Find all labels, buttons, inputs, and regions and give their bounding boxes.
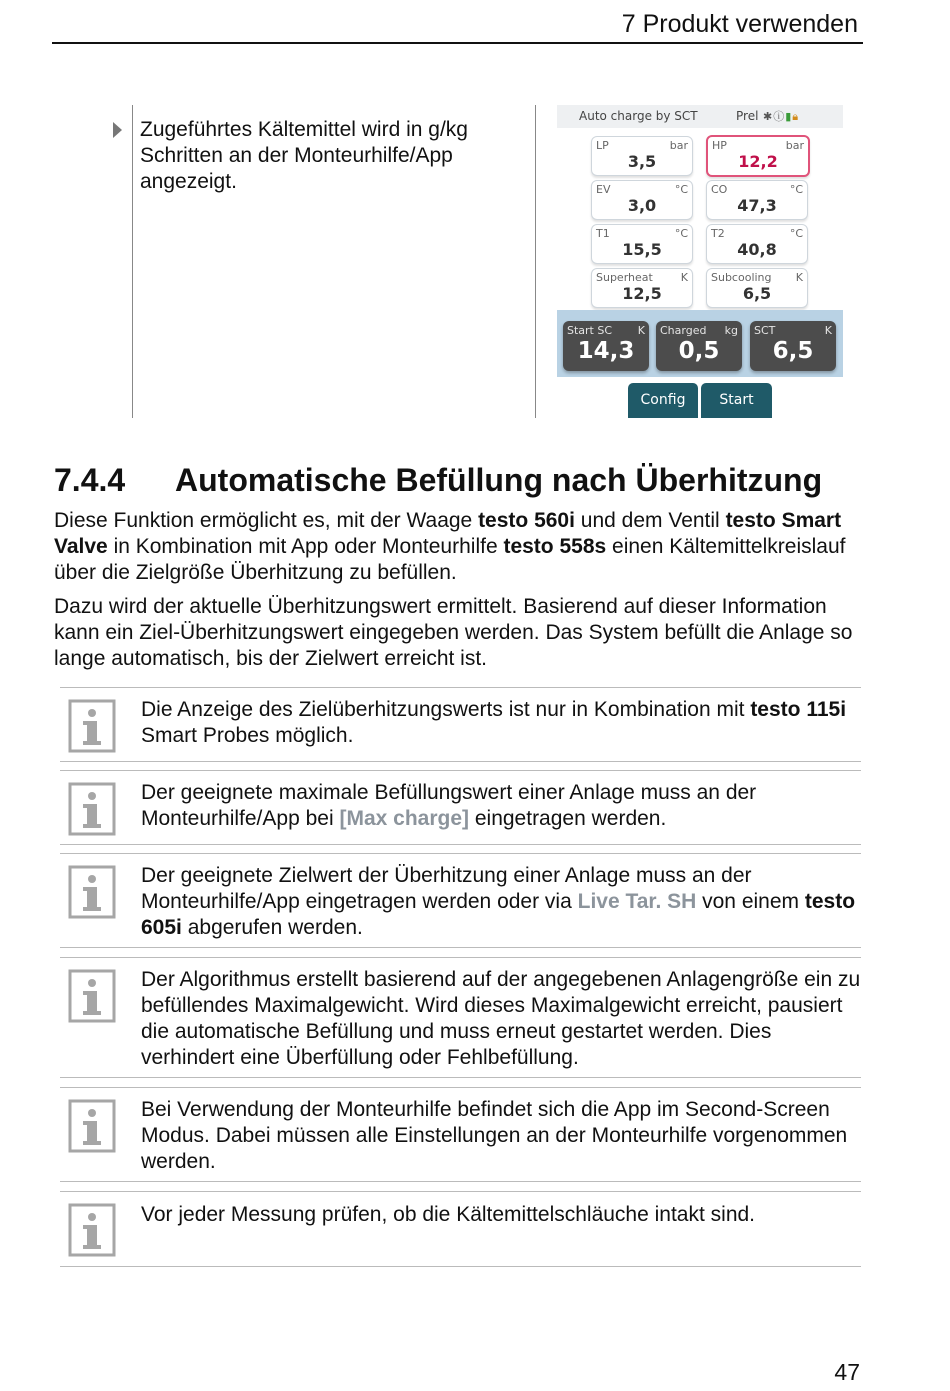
tile-label: SCT	[754, 324, 776, 337]
note-rule	[60, 947, 861, 948]
tile-value: 14,3	[577, 338, 635, 364]
tile-unit: K	[795, 271, 803, 284]
device-title: Auto charge by SCT	[579, 109, 698, 123]
tile-label: Subcooling	[711, 271, 772, 284]
product-name: testo 605i	[141, 890, 856, 939]
text-run: Die Anzeige des Zielüberhitzungswerts ist nur in Kombination mit	[141, 698, 751, 721]
note-text	[141, 697, 861, 749]
note-rule	[60, 1077, 861, 1078]
tile-label: HP	[712, 139, 727, 152]
product-name: testo 560i	[478, 509, 575, 532]
tile-t2	[706, 224, 808, 264]
device-result-band	[557, 310, 843, 377]
lock-icon: 🔒︎	[792, 111, 800, 123]
tile-superheat	[591, 268, 693, 308]
tile-value: 3,5	[627, 152, 657, 171]
section-number: 7.4.4	[54, 462, 126, 498]
ui-reference: Live Tar. SH	[577, 890, 697, 913]
note-rule	[60, 853, 861, 854]
info-icon: ⓘ	[773, 111, 786, 123]
tile-lp	[591, 136, 693, 176]
info-icon	[68, 1099, 116, 1153]
note-text	[141, 780, 861, 832]
tile-label: T1	[596, 227, 610, 240]
image-column-divider	[535, 105, 536, 418]
step-column	[104, 105, 133, 418]
header-rule	[52, 42, 863, 44]
text-run: und dem Ventil	[574, 509, 726, 532]
device-screenshot	[557, 105, 843, 418]
detail-paragraph: Dazu wird der aktuelle Überhitzungswert ermittelt. Basierend auf dieser Information kann ein Ziel-Überhitzungswert eingegeben werden. Das System befüllt die Anlage so lange automatisch, bis der Zielwert erreicht ist.	[54, 595, 853, 670]
tile-ev	[591, 180, 693, 220]
tile-label: CO	[711, 183, 728, 196]
info-note	[60, 853, 861, 948]
tile-value: 6,5	[772, 338, 814, 364]
start-button[interactable]: Start	[701, 383, 772, 418]
info-note	[60, 1191, 861, 1267]
info-icon	[68, 699, 116, 753]
tile-label: Superheat	[596, 271, 653, 284]
info-icon	[68, 865, 116, 919]
info-note	[60, 770, 861, 845]
text-run: eingetragen werden.	[469, 807, 667, 830]
info-icon	[68, 782, 116, 836]
device-status-icons	[763, 108, 799, 124]
step-arrow-icon	[113, 122, 122, 138]
tile-label: Start SC	[567, 324, 613, 337]
note-text	[141, 863, 861, 941]
tile-start-sc	[563, 321, 649, 371]
info-icon	[68, 1203, 116, 1257]
note-rule	[60, 687, 861, 688]
text-run: von einem	[696, 890, 805, 913]
tile-label: EV	[596, 183, 611, 196]
device-status-bar	[557, 105, 843, 128]
bluetooth-icon: ✱	[763, 111, 774, 123]
tile-unit: °C	[674, 227, 688, 240]
text-run: Smart Probes möglich.	[141, 724, 354, 747]
tile-value: 47,3	[737, 196, 777, 215]
note-rule	[60, 1181, 861, 1182]
tile-unit: K	[637, 324, 645, 337]
note-rule	[60, 1087, 861, 1088]
info-note	[60, 1087, 861, 1182]
tile-t1	[591, 224, 693, 264]
text-run: Diese Funktion ermöglicht es, mit der Waage	[54, 509, 479, 532]
product-name: testo 558s	[503, 535, 607, 558]
note-rule	[60, 761, 861, 762]
note-text: Bei Verwendung der Monteurhilfe befindet sich die App im Second-Screen Modus. Dabei müssen alle Einstellungen an der Monteurhilfe vorgenommen werden.	[141, 1098, 848, 1173]
tile-subcooling	[706, 268, 808, 308]
product-name: testo 115i	[750, 698, 847, 721]
tile-unit: bar	[785, 139, 804, 152]
tile-unit: °C	[789, 227, 803, 240]
tile-value: 0,5	[678, 338, 720, 364]
tile-unit: K	[824, 324, 832, 337]
section-title: Automatische Befüllung nach Überhitzung	[175, 462, 823, 498]
tile-value: 40,8	[737, 240, 777, 259]
info-note	[60, 957, 861, 1078]
config-button[interactable]: Config	[628, 383, 698, 418]
note-rule	[60, 957, 861, 958]
text-run: einen Kältemittelkreislauf über die Zielgröße Überhitzung zu befüllen.	[54, 535, 846, 584]
info-note	[60, 687, 861, 762]
tile-value: 12,5	[622, 284, 662, 303]
text-run: abgerufen werden.	[181, 916, 363, 939]
tile-value: 6,5	[742, 284, 772, 303]
tile-value: 12,2	[738, 152, 778, 171]
battery-icon: ▮	[785, 111, 793, 123]
note-rule	[60, 770, 861, 771]
intro-paragraph	[54, 508, 864, 586]
info-icon	[68, 969, 116, 1023]
text-run: in Kombination mit App oder Monteurhilfe	[107, 535, 504, 558]
ui-reference: [Max charge]	[339, 807, 470, 830]
tile-sct	[750, 321, 836, 371]
tile-unit: K	[680, 271, 688, 284]
tile-value: 15,5	[622, 240, 662, 259]
text-run: Der geeignete Zielwert der Überhitzung einer Anlage muss an der Monteurhilfe/App eingetragen werden oder via	[141, 864, 752, 913]
note-text: Vor jeder Messung prüfen, ob die Kältemittelschläuche intakt sind.	[141, 1203, 756, 1226]
tile-unit: °C	[674, 183, 688, 196]
tile-hp	[706, 135, 810, 177]
device-status-label: Prel	[736, 109, 759, 123]
tile-unit: bar	[669, 139, 688, 152]
tile-value: 3,0	[627, 196, 657, 215]
tile-co	[706, 180, 808, 220]
note-rule	[60, 844, 861, 845]
tile-unit: °C	[789, 183, 803, 196]
tile-unit: kg	[724, 324, 738, 337]
page-number: 47	[834, 1359, 860, 1385]
page-header-title: 7 Produkt verwenden	[621, 10, 858, 38]
tile-charged	[656, 321, 742, 371]
note-rule	[60, 1191, 861, 1192]
text-run: Der geeignete maximale Befüllungswert einer Anlage muss an der Monteurhilfe/App bei	[141, 781, 757, 830]
note-rule	[60, 1266, 861, 1267]
step-text: Zugeführtes Kältemittel wird in g/kg Schritten an der Monteurhilfe/App angezeigt.	[140, 118, 468, 193]
tile-label: T2	[711, 227, 725, 240]
product-name: testo Smart Valve	[54, 509, 842, 558]
tile-label: LP	[596, 139, 609, 152]
note-text: Der Algorithmus erstellt basierend auf der angegebenen Anlagengröße ein zu befüllendes Maximalgewicht. Wird dieses Maximalgewicht erreicht, pausiert die automatische Befüllung und muss erneut gestartet werden. Dies verhindert eine Überfüllung oder Fehlbefüllung.	[141, 968, 861, 1069]
tile-label: Charged	[660, 324, 707, 337]
